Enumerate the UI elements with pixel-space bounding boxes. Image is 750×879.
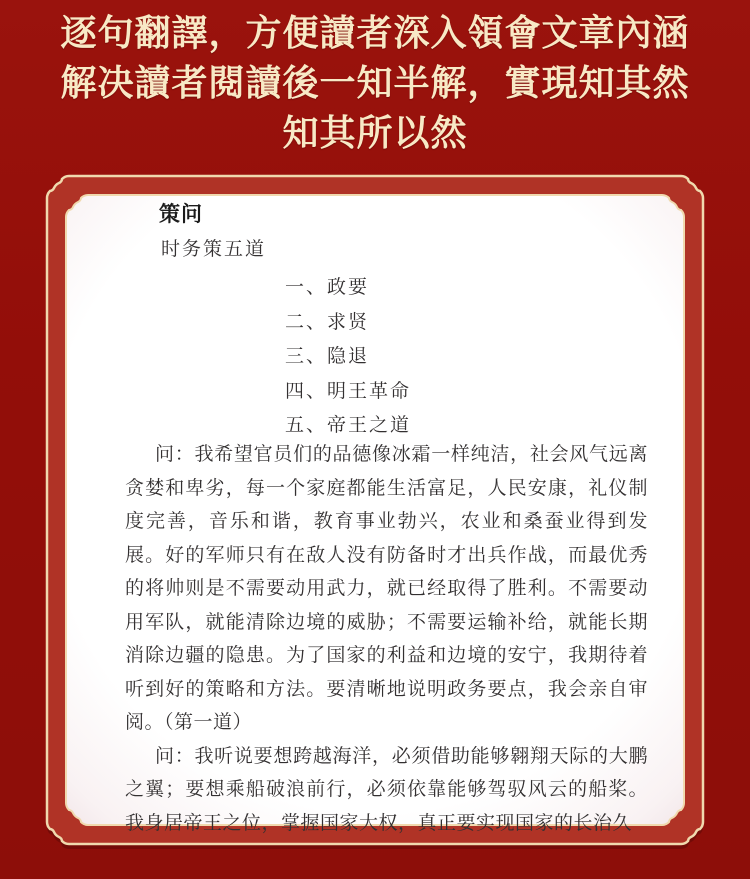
strategy-list-item: 四、明王革命 bbox=[285, 380, 412, 402]
page-content bbox=[47, 176, 703, 844]
strategy-list-item: 一、政要 bbox=[285, 277, 370, 298]
page-subtitle: 时务策五道 bbox=[161, 239, 267, 260]
paragraph-question-2: 问：我听说要想跨越海洋，必须借助能够翱翔天际的大鹏之翼；要想乘船破浪前行，必须依靠能够驾驭风云的船桨。我身居帝王之位，掌握国家大权，真正要实现国家的长治久 bbox=[125, 745, 648, 834]
strategy-list-item: 二、求贤 bbox=[285, 311, 370, 333]
body-text bbox=[125, 438, 648, 840]
header-line-2: 解决讀者閱讀後一知半解，實現知其然 bbox=[60, 62, 690, 103]
page-title: 策问 bbox=[159, 203, 203, 226]
paragraph-question-1: 问：我希望官员们的品德像冰霜一样纯洁，社会风气远离贪婪和卑劣，每一个家庭都能生活富足，人民安康，礼仪制度完善，音乐和谐，教育事业勃兴，农业和桑蚕业得到发展。好的军师只有在敌人没有防备时才出兵作战，而最优秀的将帅则是不需要动用武力，就已经取得了胜利。不需要动用军队，就能清除边境的威胁；不需要运输补给，就能长期消除边疆的隐患。为了国家的利益和边境的安宁，我期待着听到好的策略和方法。要清晰地说明政务要点，我会亲自审阅。（第一道） bbox=[125, 444, 648, 733]
header-line-1: 逐句翻譯，方便讀者深入領會文章內涵 bbox=[60, 12, 690, 53]
strategy-list bbox=[285, 271, 411, 444]
header-banner bbox=[0, 0, 750, 176]
strategy-list-item: 三、隐退 bbox=[285, 346, 370, 367]
book-page-card bbox=[47, 176, 703, 844]
header-line-3: 知其所以然 bbox=[282, 112, 468, 153]
strategy-list-item: 五、帝王之道 bbox=[285, 415, 412, 436]
